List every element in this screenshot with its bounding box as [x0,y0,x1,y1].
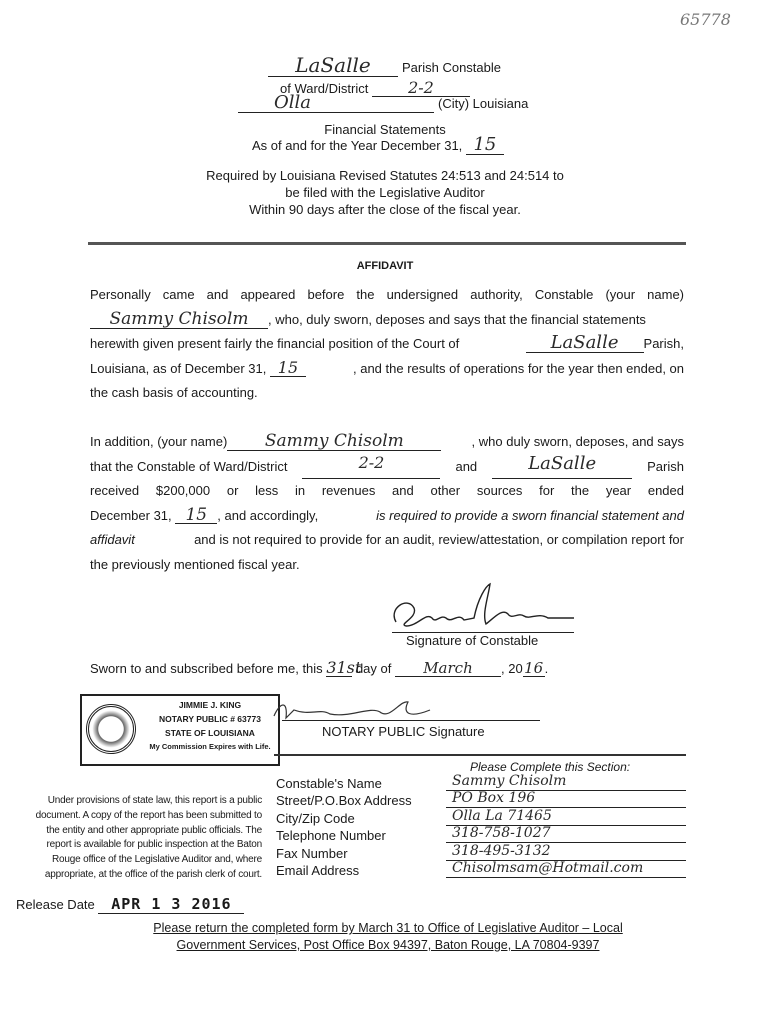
notary-line [282,720,540,721]
parish-field-2: LaSalle [492,455,632,480]
contact-label: Constable's Name [276,776,382,791]
p2-parish: Parish [647,458,684,474]
contact-value: 318-758-1027 [446,825,686,843]
release-label: Release Date [16,897,95,912]
p2-h-italic: affidavit [90,532,135,547]
p1-a: Personally came and appeared before the undersigned authority, Constable (your name) [90,287,684,302]
side-note-line: Under provisions of state law, this report is a public [47,795,262,806]
footer [0,920,770,954]
affidavit-paragraph-2 [90,430,684,577]
year-line [252,136,504,155]
ward-field-2: 2-2 [302,455,440,480]
city-line [238,94,528,113]
side-note-line: document. A copy of the report has been submitted to [35,809,262,821]
divider-top [88,242,686,245]
contact-section [276,775,726,879]
ward-label: of Ward/District [280,81,369,96]
p1-g: the cash basis of accounting. [90,385,258,400]
fs-title: Financial Statements [324,122,446,137]
header [0,52,770,222]
contact-row [276,859,726,879]
footer-line-2: Government Services, Post Office Box 94397, Baton Rouge, LA 70804-9397 [176,938,600,952]
city-field: Olla [238,94,434,113]
year-field: 15 [466,136,504,155]
signature-label: Signature of Constable [406,633,539,648]
release-date [16,895,244,914]
contact-value: PO Box 196 [446,790,686,808]
signature-scribble [378,578,578,634]
sworn-text-b: day of [355,661,392,676]
sworn-line: Sworn to and subscribed before me, this 31st day of March , 2016. [90,658,549,677]
p2-c: that the Constable of Ward/District [90,458,288,474]
notary-signature-scribble [270,696,450,726]
requirement-text [0,167,770,218]
contact-title: Please Complete this Section: [470,760,631,774]
notary-label: NOTARY PUBLIC Signature [322,724,485,739]
p2-d: received $200,000 or less in revenues and other sources for the year ended [90,483,684,498]
city-label: (City) Louisiana [438,96,529,111]
p2-g-italic: is required to provide a sworn financial statement and [376,507,684,523]
side-note-line: Rouge office of the Legislative Auditor and, where [52,854,262,866]
notary-stamp [80,694,280,766]
sworn-year-prefix: , 20 [500,661,523,676]
p2-and: and [455,458,478,474]
affidavit-title: AFFIDAVIT [356,260,414,272]
constable-name-field-2: Sammy Chisolm [227,432,441,451]
contact-value: Sammy Chisolm [446,773,686,791]
year-field-2: 15 [175,507,217,524]
ward-field: 2-2 [372,80,470,97]
req-line-1: Required by Louisiana Revised Statutes 24:513 and 24:514 to [206,168,564,183]
stamp-line-4: My Commission Expires with Life. [149,742,271,751]
p2-j: the previously mentioned fiscal year. [90,556,300,572]
contact-value: Olla La 71465 [446,808,686,826]
corner-number: 65778 [680,10,731,29]
parish-line [268,54,501,77]
constable-signature [378,578,578,634]
affidavit-paragraph-1 [90,283,684,406]
notary-seal-icon [86,704,136,754]
parish-name-field: LaSalle [268,54,398,77]
sworn-day-field: 31st [326,658,362,677]
p1-f: , and the results of operations for the year then ended, on [353,360,684,376]
stamp-line-2: NOTARY PUBLIC # 63773 [159,714,261,724]
p2-a: In addition, (your name) [90,434,228,449]
contact-value: Chisolmsam@Hotmail.com [446,860,686,878]
contact-label: Email Address [276,862,360,878]
side-note-line: report is available for public inspection at the Baton [46,839,262,851]
req-line-3: Within 90 days after the close of the fiscal year. [249,202,521,217]
p1-e: Louisiana, as of December 31, [90,360,267,376]
court-parish-field: LaSalle [526,334,644,353]
p2-b: , who duly sworn, deposes, and says [471,434,684,449]
p2-f: , and accordingly, [217,507,319,523]
p2-e: December 31, [90,507,172,523]
contact-label: Fax Number [276,845,348,861]
notary-signature [270,696,450,726]
footer-line-1: Please return the completed form by March 31 to Office of Legislative Auditor – Local [153,921,623,935]
contact-label: Street/P.O.Box Address [276,793,412,809]
constable-name-field: Sammy Chisolm [90,310,268,329]
sworn-text-a: Sworn to and subscribed before me, this [90,661,323,676]
contact-label: City/Zip Code [276,810,355,826]
side-note-line: appropriate, at the office of the parish clerk of court. [44,868,262,880]
side-note-line: the entity and other appropriate public officials. The [46,824,262,836]
contact-value: 318-495-3132 [446,843,686,861]
contact-label: Telephone Number [276,828,386,844]
req-line-2: be filed with the Legislative Auditor [285,185,485,200]
year-line-label: As of and for the Year December 31, [252,138,463,153]
parish-constable-label: Parish Constable [402,60,501,75]
year-field-1: 15 [270,360,306,377]
divider-contact [274,754,686,756]
side-note [0,794,262,883]
sworn-month-field: March [395,660,501,677]
release-value: APR 1 3 2016 [98,895,244,914]
p1-d: Parish, [643,336,684,351]
p2-i: and is not required to provide for an audit, review/attestation, or compilation report for [194,532,684,547]
stamp-line-1: JIMMIE J. KING [178,700,242,710]
sworn-year-field: 16 [524,659,544,677]
p1-c: herewith given present fairly the financial position of the Court of [90,336,460,351]
stamp-line-3: STATE OF LOUISIANA [165,728,255,738]
p1-b: , who, duly sworn, deposes and says that the financial statements [268,311,646,327]
